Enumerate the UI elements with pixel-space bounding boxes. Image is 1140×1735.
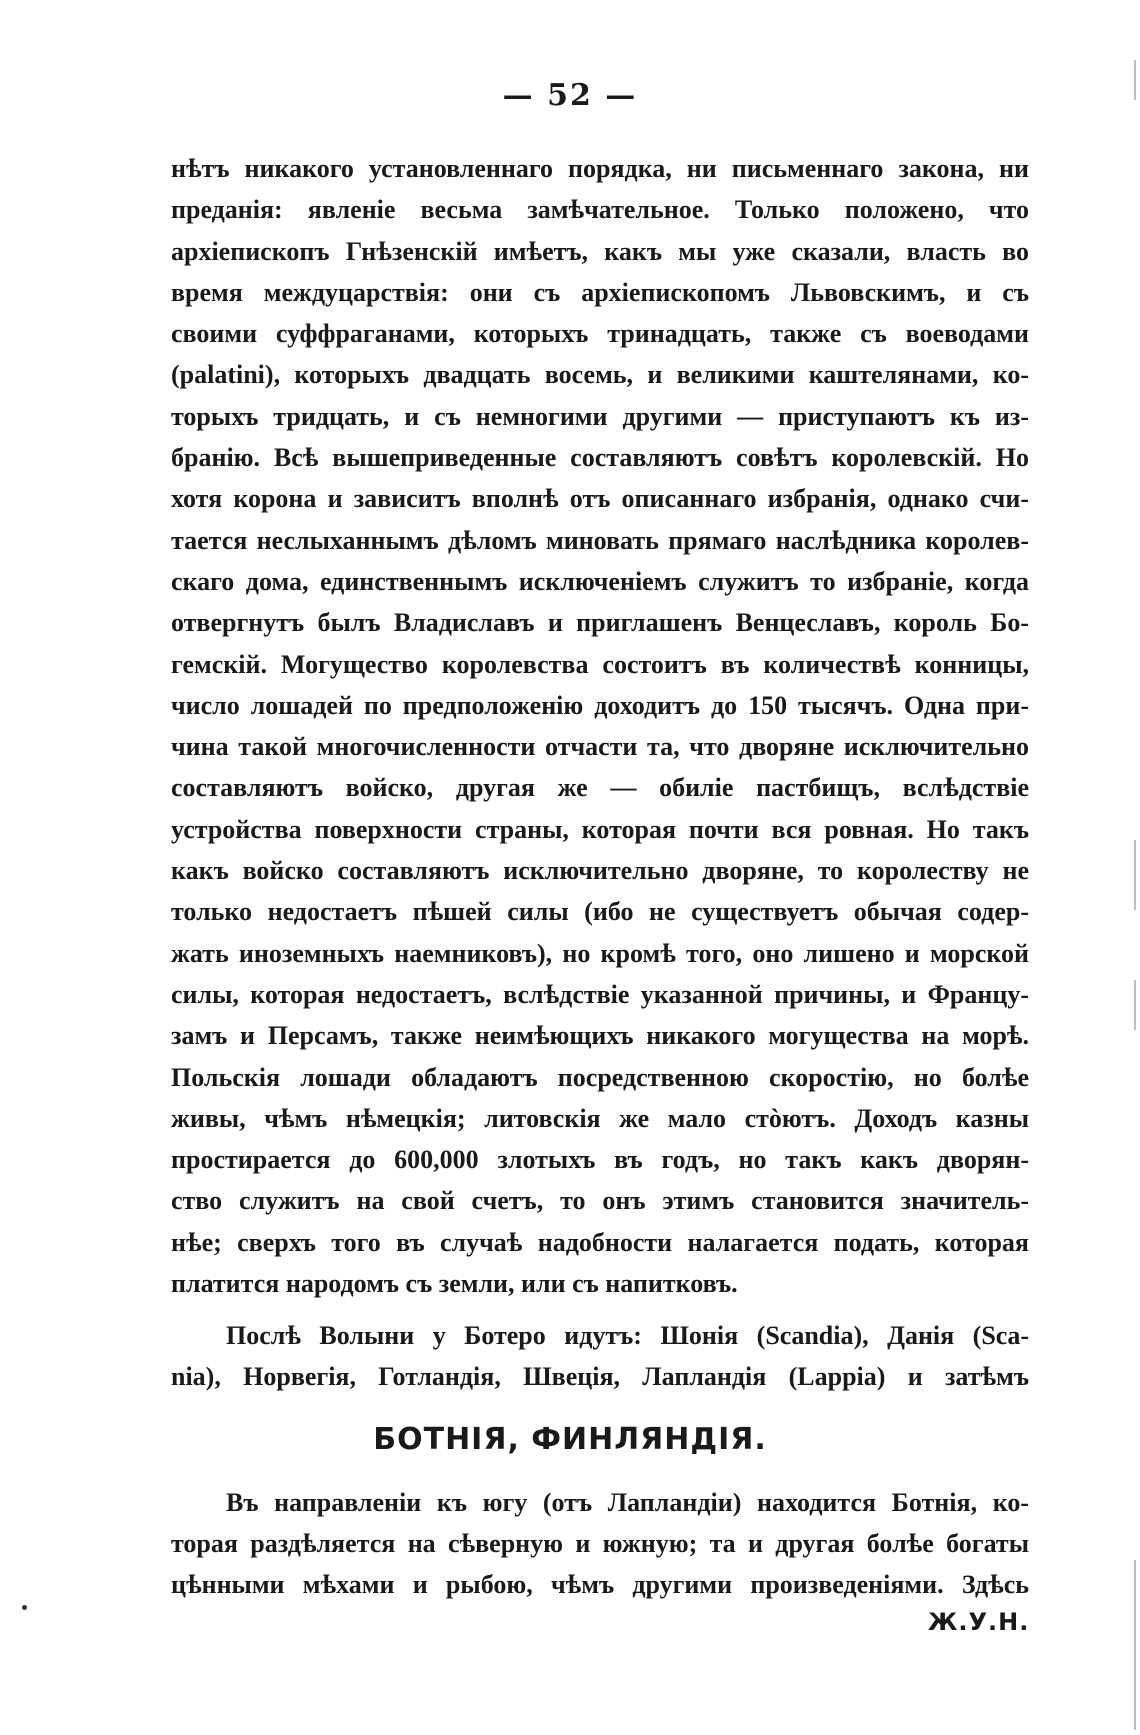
- text-line: время междуцарствія: они съ архіепископомъ Львовскимъ, и съ: [171, 277, 1029, 307]
- text-line: (palatini), которыхъ двадцать восемь, и великими каштелянами, ко-: [171, 360, 1029, 390]
- text-line: ство служитъ на свой счетъ, то онъ этимъ становится значитель-: [171, 1186, 1029, 1216]
- text-line: платится народомъ съ земли, или съ напитковъ.: [171, 1269, 738, 1299]
- text-line: устройства поверхности страны, которая почти вся ровная. Но такъ: [171, 814, 1029, 844]
- text-line: Въ направленіи къ югу (отъ Лапландіи) находится Ботнія, ко-: [226, 1488, 1029, 1517]
- page-number: — 52 —: [502, 78, 638, 113]
- text-line: жать иноземныхъ наемниковъ), но кромѣ того, оно лишено и морской: [171, 938, 1029, 968]
- page-edge-mark: [1134, 60, 1136, 100]
- text-line: nia), Норвегія, Готландія, Швеція, Лапландія (Lappia) и затѣмъ: [171, 1362, 1029, 1391]
- text-line: торыхъ тридцать, и съ немногими другими — приступаютъ къ из-: [171, 401, 1029, 431]
- page-edge-mark: [1134, 980, 1136, 1030]
- text-line: силы, которая недостаетъ, вслѣдствіе указанной причины, и Францу-: [171, 979, 1029, 1009]
- text-line: отвергнутъ былъ Владиславъ и приглашенъ Венцеславъ, король Бо-: [171, 608, 1029, 638]
- text-line: торая раздѣляется на сѣверную и южную; та и другая болѣе богаты: [171, 1529, 1029, 1558]
- text-line: нѣтъ никакого установленнаго порядка, ни письменнаго закона, ни: [171, 154, 1029, 183]
- text-line: живы, чѣмъ нѣмецкія; литовскія же мало стòютъ. Доходъ казны: [171, 1103, 1029, 1133]
- text-line: цѣнными мѣхами и рыбою, чѣмъ другими произведеніями. Здѣсь: [171, 1570, 1029, 1599]
- text-line: преданія: явленіе весьма замѣчательное. Только положено, что: [171, 195, 1029, 225]
- text-line: тается неслыханнымъ дѣломъ миновать прямаго наслѣдника королев-: [171, 525, 1029, 555]
- text-line: своими суффраганами, которыхъ тринадцать, также съ воеводами: [171, 319, 1029, 349]
- text-line: Послѣ Волыни у Ботеро идутъ: Шонія (Scandia), Данія (Sca-: [226, 1321, 1029, 1350]
- text-line: архіепископъ Гнѣзенскій имѣетъ, какъ мы уже сказали, власть во: [171, 236, 1029, 266]
- page-edge-mark: [1134, 840, 1136, 910]
- text-line: Польскія лошади обладаютъ посредственною скоростію, но болѣе: [171, 1062, 1029, 1092]
- text-line: простирается до 600,000 злотыхъ въ годъ, но такъ какъ дворян-: [171, 1145, 1029, 1175]
- text-line: хотя корона и зависитъ вполнѣ отъ описаннаго избранія, однако счи-: [171, 484, 1029, 514]
- text-line: бранію. Всѣ вышеприведенные составляютъ совѣтъ королевскій. Но: [171, 443, 1029, 473]
- paragraph-2: [171, 1315, 1029, 1397]
- signature-mark: Ж.У.Н.: [928, 1608, 1030, 1636]
- paragraph-1: [171, 148, 1029, 1304]
- text-line: гемскій. Могущество королевства состоитъ въ количествѣ конницы,: [171, 649, 1029, 679]
- page-edge-mark: [1134, 1560, 1136, 1730]
- text-line: составляютъ войско, другая же — обиліе пастбищъ, вслѣдствіе: [171, 773, 1029, 803]
- text-line: какъ войско составляютъ исключительно дворяне, то королеству не: [171, 856, 1029, 886]
- text-line: чина такой многочисленности отчасти та, что дворяне исключительно: [171, 732, 1029, 762]
- text-line: замъ и Персамъ, также неимѣющихъ никакого могущества на морѣ.: [171, 1021, 1029, 1051]
- paragraph-3: [171, 1482, 1029, 1605]
- text-line: скаго дома, единственнымъ исключеніемъ служитъ то избраніе, когда: [171, 566, 1029, 596]
- text-line: число лошадей по предположенію доходитъ до 150 тысячъ. Одна при-: [171, 690, 1029, 720]
- text-line: только недостаетъ пѣшей силы (ибо не существуетъ обычая содер-: [171, 897, 1029, 927]
- text-line: нѣе; сверхъ того въ случаѣ надобности налагается подать, которая: [171, 1227, 1029, 1257]
- ink-dot: [22, 1605, 27, 1610]
- section-heading: БОТНІЯ, ФИНЛЯНДІЯ.: [373, 1422, 767, 1457]
